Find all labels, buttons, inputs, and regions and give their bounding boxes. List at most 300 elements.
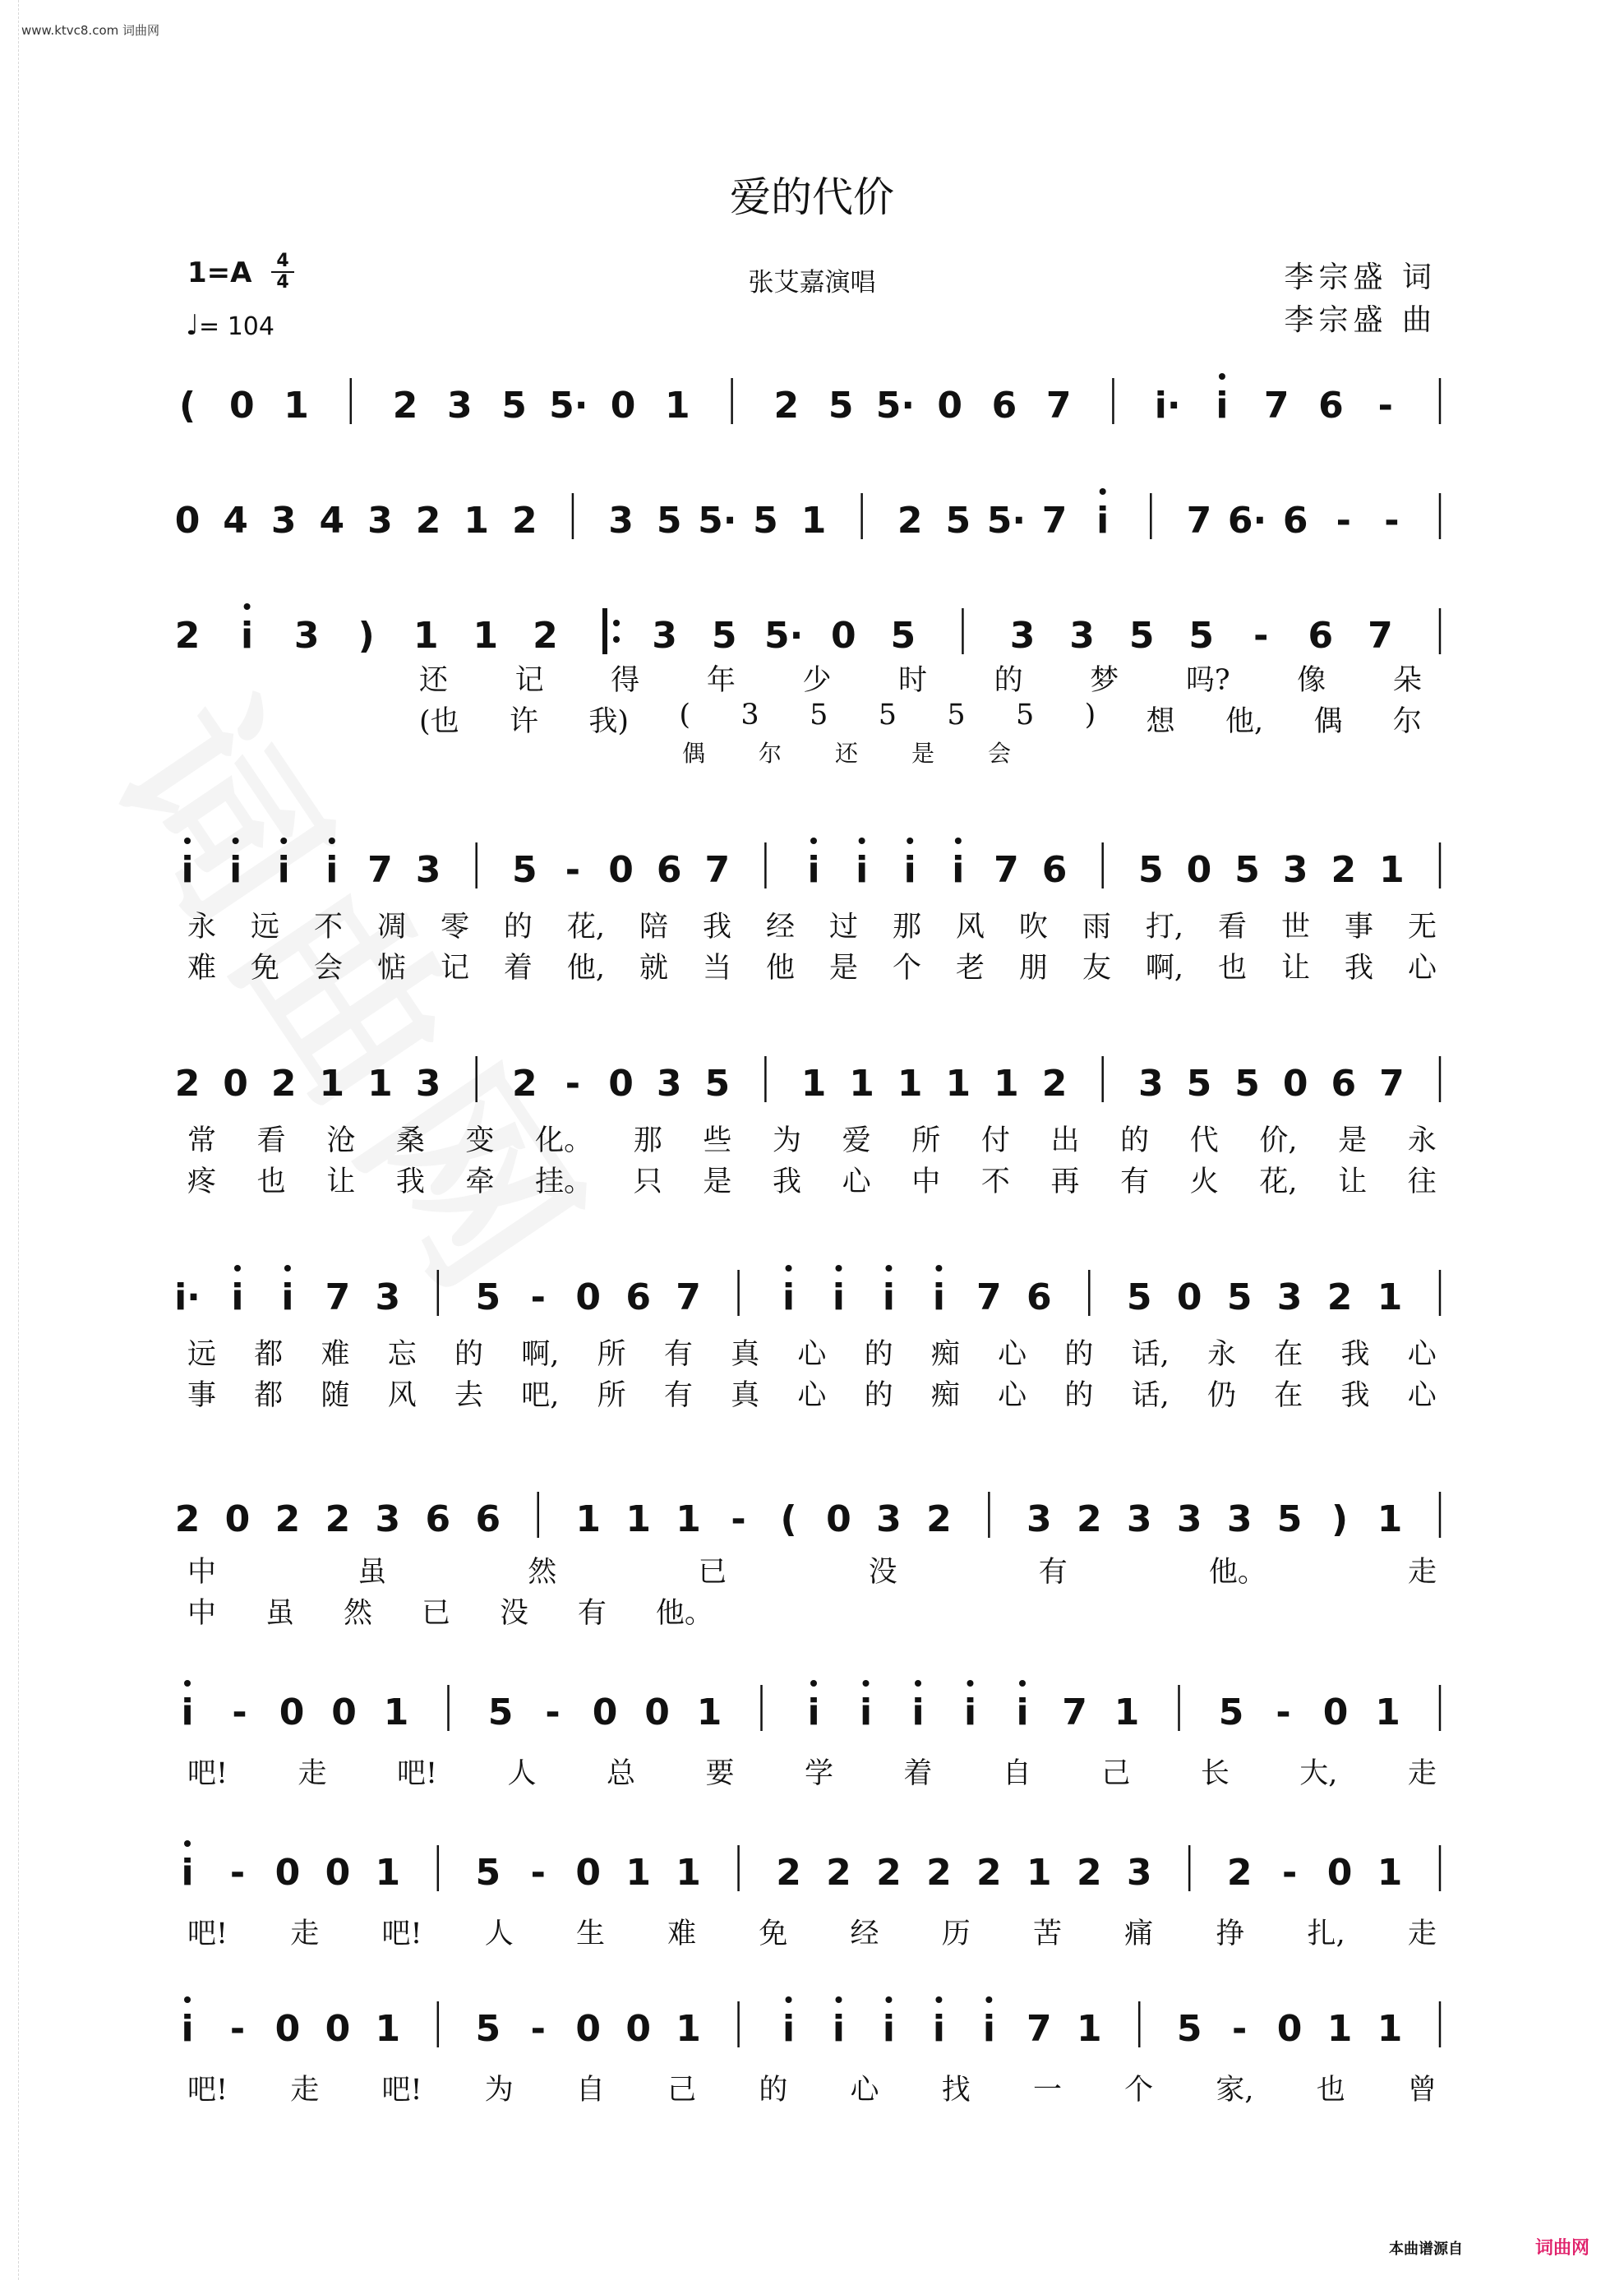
lyric-word: 都 [254, 1338, 284, 1371]
repeat-dot [613, 620, 620, 626]
lyric-word: 所 [597, 1379, 626, 1412]
note: 1 [676, 1852, 701, 1894]
lyric-word: 朋 [1018, 952, 1048, 985]
note: 1 [676, 2008, 701, 2050]
lyric-word: 过 [828, 911, 858, 944]
note: 1 [800, 1063, 827, 1105]
lyric-word: 是 [1338, 1124, 1368, 1157]
note: 7 [976, 1276, 1002, 1318]
lyric-word: 中 [911, 1165, 941, 1198]
lyric-word: 吧! [397, 1757, 438, 1790]
note: 0 [937, 385, 962, 427]
note: - [1336, 500, 1351, 542]
lyric-word: 常 [187, 1124, 217, 1157]
note: 3 [652, 615, 677, 657]
note: 1 [1326, 2008, 1353, 2050]
note: 0 [1176, 1276, 1202, 1318]
lyric-word: 永 [1207, 1338, 1237, 1371]
octave-dot [234, 1265, 241, 1272]
note: i [181, 1852, 194, 1894]
note: 2 [174, 1063, 201, 1105]
lyric-word: 像 [1297, 664, 1326, 697]
note: 2 [1076, 1498, 1102, 1540]
lyric-word: 历 [941, 1918, 971, 1950]
note: 0 [1322, 1692, 1349, 1733]
note: - [1276, 1692, 1291, 1733]
note: 1 [800, 500, 827, 542]
note: 0 [325, 2008, 351, 2050]
note: 3 [608, 500, 634, 542]
note: i [241, 615, 254, 657]
octave-dot [786, 1265, 792, 1272]
note: i [231, 1276, 244, 1318]
note: - [530, 2008, 546, 2050]
note: 1 [375, 2008, 401, 2050]
note: 2 [325, 1498, 351, 1540]
lyric-word: 自 [1002, 1757, 1031, 1790]
note: 5 [1186, 1063, 1212, 1105]
note: 1 [319, 1063, 345, 1105]
note: 3 [1069, 615, 1095, 657]
note: i [832, 1276, 846, 1318]
note: - [1281, 1852, 1298, 1894]
lyric-word: 代 [1189, 1124, 1219, 1157]
note: - [1384, 500, 1400, 542]
lyric-line [187, 1159, 1437, 1200]
note: 2 [511, 500, 537, 542]
lyric-word: ) [1084, 699, 1096, 732]
lyric-word: 朵 [1392, 664, 1422, 697]
note: 6 [425, 1498, 451, 1540]
lyric-word: 友 [1082, 952, 1111, 985]
note: 2 [926, 1498, 952, 1540]
note: 2 [174, 1498, 201, 1540]
octave-dot [184, 1996, 191, 2003]
note: i [932, 1276, 945, 1318]
lyric-word: 走 [298, 1757, 327, 1790]
lyric-word: 他, [1225, 705, 1264, 738]
note: i [229, 849, 242, 891]
lyric-word: 的 [864, 1379, 893, 1412]
note: 1 [1379, 849, 1405, 891]
note: 1 [696, 1692, 722, 1733]
note: 5 [487, 1692, 514, 1733]
lyric-word: 也 [256, 1165, 286, 1198]
lyric-word: 看 [256, 1124, 286, 1157]
lyric-word: 远 [250, 911, 279, 944]
lyric-word: 记 [514, 664, 544, 697]
note: 2 [976, 1852, 1002, 1894]
note: 2 [1226, 1852, 1253, 1894]
time-signature-bottom: 4 [276, 272, 289, 293]
note: 3 [415, 849, 441, 891]
lyric-word: 5 [810, 699, 828, 732]
note: 5 [501, 385, 527, 427]
notation-row [0, 362, 1624, 460]
song-title: 爱的代价 [730, 173, 894, 221]
lyric-word: 就 [639, 952, 669, 985]
lyric-word: 风 [387, 1379, 417, 1412]
note: 5 [704, 1063, 731, 1105]
note: 0 [608, 849, 634, 891]
note: i [932, 2008, 945, 2050]
note: 5 [475, 1276, 501, 1318]
note: - [1377, 385, 1393, 427]
note: i [952, 849, 965, 891]
note: 3 [446, 385, 473, 427]
lyric-word: 让 [1280, 952, 1310, 985]
lyric-word: 心 [1407, 952, 1437, 985]
note: - [565, 1063, 581, 1105]
note: 7 [676, 1276, 701, 1318]
lyric-word: 都 [254, 1379, 284, 1412]
note: 5 [945, 500, 971, 542]
note: 2 [826, 1852, 851, 1894]
lyric-word: 化。 [535, 1124, 593, 1157]
note: 2 [926, 1852, 952, 1894]
lyric-word: 已 [698, 1556, 727, 1589]
tempo-value: = 104 [199, 312, 275, 341]
octave-dot [935, 1996, 942, 2003]
note: 5 [1234, 1063, 1260, 1105]
octave-dot [885, 1996, 892, 2003]
note: 2 [511, 1063, 537, 1105]
note: i [807, 1692, 820, 1733]
lyric-word: 再 [1050, 1165, 1080, 1198]
lyric-word: 免 [759, 1918, 788, 1950]
lyric-word: 心 [998, 1338, 1027, 1371]
lyric-word: 虽 [265, 1597, 294, 1630]
author-credits [1285, 256, 1437, 342]
note: 1 [994, 1063, 1019, 1105]
lyric-word: 无 [1407, 911, 1437, 944]
note: 1 [284, 385, 309, 427]
note: 5 [1218, 1692, 1244, 1733]
lyric-word: 那 [633, 1124, 662, 1157]
lyric-word: 没 [868, 1556, 897, 1589]
octave-dot [284, 1265, 291, 1272]
note: 0 [830, 615, 856, 657]
note: 1 [464, 500, 490, 542]
lyric-word: 永 [1407, 1124, 1437, 1157]
note: 6 [1331, 1063, 1357, 1105]
lyric-word: 所 [911, 1124, 941, 1157]
note: 3 [1027, 1498, 1052, 1540]
note: 0 [644, 1692, 670, 1733]
lyric-word: 还 [419, 664, 449, 697]
footer-site-logo: 词曲网 [1535, 2238, 1590, 2259]
lyric-word: 着 [903, 1757, 933, 1790]
lyric-word: 心 [797, 1338, 827, 1371]
note: 1 [375, 1852, 401, 1894]
note: 2 [776, 1852, 801, 1894]
lyric-word: 年 [706, 664, 736, 697]
note: 0 [826, 1498, 851, 1540]
lyric-word: 疼 [187, 1165, 217, 1198]
lyric-word: 有 [577, 1597, 607, 1630]
octave-dot [885, 1265, 892, 1272]
note: 3 [876, 1498, 902, 1540]
lyric-word: 不 [313, 911, 343, 944]
note: 1 [383, 1692, 409, 1733]
lyric-word: 所 [597, 1338, 626, 1371]
lyric-word: 3 [740, 699, 759, 732]
octave-dot [810, 1680, 817, 1687]
lyric-word: 啊, [521, 1338, 560, 1371]
note: 3 [1176, 1498, 1202, 1540]
note: i [1016, 1692, 1029, 1733]
lyric-word: 去 [454, 1379, 484, 1412]
note: 1 [413, 615, 439, 657]
lyric-word: 他。 [1208, 1556, 1266, 1589]
note: 3 [1282, 849, 1308, 891]
lyric-word: 难 [667, 1918, 697, 1950]
note: 1 [849, 1063, 874, 1105]
octave-dot [233, 838, 239, 844]
note: 0 [625, 2008, 651, 2050]
note: 3 [656, 1063, 682, 1105]
note: 0 [275, 1852, 301, 1894]
note: 5 [711, 615, 737, 657]
note: 0 [1276, 2008, 1303, 2050]
note: i [859, 1692, 873, 1733]
lyric-word: 吧, [521, 1379, 560, 1412]
lyric-line [419, 699, 1422, 740]
note: i [982, 2008, 995, 2050]
footer-source: 本曲谱源自 [1389, 2241, 1463, 2258]
note: - [731, 1498, 746, 1540]
note: 7 [1041, 500, 1068, 542]
note: 1 [625, 1852, 651, 1894]
lyric-word: 然 [343, 1597, 372, 1630]
left-margin-strip [0, 0, 19, 2280]
note: - [530, 1852, 546, 1894]
lyric-word: 时 [898, 664, 928, 697]
note: 2 [1041, 1063, 1068, 1105]
lyric-word: 是 [911, 740, 934, 767]
note: i [1096, 500, 1110, 542]
note: 7 [367, 849, 393, 891]
lyric-word: 心 [842, 1165, 871, 1198]
lyric-word: 在 [1274, 1338, 1303, 1371]
lyric-word: 一 [1032, 2074, 1062, 2107]
note: 3 [1226, 1498, 1253, 1540]
note: ( [780, 1498, 797, 1540]
note: i [1216, 385, 1229, 427]
lyric-word: 吧! [187, 1918, 228, 1950]
note: 3 [293, 615, 320, 657]
lyric-word: 我 [1340, 1379, 1370, 1412]
lyric-word: 让 [326, 1165, 356, 1198]
lyric-word: 有 [663, 1338, 693, 1371]
octave-dot [835, 1265, 842, 1272]
note: 3 [1009, 615, 1036, 657]
repeat-dot [613, 636, 620, 643]
lyric-line [187, 945, 1437, 986]
note: 0 [608, 1063, 634, 1105]
lyric-word: 为 [484, 2074, 514, 2107]
lyric-word: 火 [1189, 1165, 1219, 1198]
lyric-word: 痴 [930, 1338, 960, 1371]
lyric-word: 总 [607, 1757, 636, 1790]
lyric-word: 走 [1407, 1556, 1437, 1589]
lyric-word: 心 [850, 2074, 879, 2107]
lyric-word: 变 [465, 1124, 495, 1157]
lyric-word: 心 [797, 1379, 827, 1412]
note: 7 [1368, 615, 1393, 657]
watermark [61, 641, 668, 1351]
lyric-word: 是 [828, 952, 858, 985]
lyric-word: 凋 [376, 911, 406, 944]
note: 6 [1318, 385, 1344, 427]
lyric-word: 有 [663, 1379, 693, 1412]
note: i· [174, 1276, 201, 1318]
note: i [903, 849, 916, 891]
lyric-line [187, 1911, 1437, 1952]
octave-dot [863, 1680, 870, 1687]
note: 0 [1186, 849, 1212, 891]
lyric-word: 我 [1340, 1338, 1370, 1371]
note: i [832, 2008, 846, 2050]
note: - [565, 849, 581, 891]
note: 2 [773, 385, 800, 427]
note: 3 [1126, 1852, 1152, 1894]
lyric-line [187, 1118, 1437, 1159]
lyric-word: 走 [1407, 1757, 1437, 1790]
note: 5· [549, 385, 588, 427]
lyric-word: 的 [759, 2074, 788, 2107]
lyric-word: 少 [802, 664, 832, 697]
note: 5 [1276, 1498, 1303, 1540]
lyric-word: 尔 [758, 740, 782, 767]
note: 0 [1326, 1852, 1353, 1894]
lyric-word: 出 [1050, 1124, 1080, 1157]
lyric-word: 桑 [395, 1124, 425, 1157]
note: 0 [331, 1692, 357, 1733]
note: 3 [415, 1063, 441, 1105]
lyric-word: 免 [250, 952, 279, 985]
lyric-word: 忘 [387, 1338, 417, 1371]
note: 3 [375, 1498, 401, 1540]
lyric-word: 的 [1064, 1379, 1094, 1412]
note: 5 [1176, 2008, 1202, 2050]
lyric-word: 我 [773, 1165, 802, 1198]
lyric-word: 大, [1299, 1757, 1338, 1790]
note: - [1232, 2008, 1248, 2050]
key-signature: 1=A [187, 256, 252, 289]
lyric-word: 记 [440, 952, 469, 985]
lyric-word: 真 [731, 1338, 760, 1371]
lyric-word: 然 [528, 1556, 557, 1589]
lyric-word: 吗? [1185, 664, 1230, 697]
lyric-word: 吧! [381, 1918, 422, 1950]
note: 2 [174, 615, 201, 657]
lyric-word: 往 [1407, 1165, 1437, 1198]
octave-dot [935, 1265, 942, 1272]
lyric-word: 得 [611, 664, 640, 697]
note: 5 [1226, 1276, 1253, 1318]
octave-dot [184, 1680, 191, 1687]
note: 6 [1308, 615, 1334, 657]
note: 6 [1282, 500, 1308, 542]
note: 2 [1326, 1276, 1353, 1318]
lyric-word: 事 [1344, 911, 1373, 944]
time-signature-top: 4 [276, 251, 289, 271]
lyric-word: 惦 [376, 952, 406, 985]
note: 6 [1041, 849, 1068, 891]
octave-dot [985, 1996, 992, 2003]
note: 3 [1126, 1498, 1152, 1540]
lyric-word: 是 [703, 1165, 732, 1198]
note: 4 [319, 500, 345, 542]
lyric-word: 没 [499, 1597, 528, 1630]
lyric-line [419, 658, 1422, 699]
note: 1 [897, 1063, 923, 1105]
note: 0 [174, 500, 201, 542]
lyric-word: 走 [1407, 1918, 1437, 1950]
lyric-word: 花, [566, 911, 606, 944]
note: 5 [1126, 1276, 1152, 1318]
lyric-word: 的 [864, 1338, 893, 1371]
note: 7 [1045, 385, 1072, 427]
lyric-word: 偶 [1313, 705, 1343, 738]
note: 3 [1276, 1276, 1303, 1318]
lyric-word: 着 [503, 952, 533, 985]
lyric-word: 心 [998, 1379, 1027, 1412]
lyric-word: 中 [187, 1556, 217, 1589]
lyric-word: 偶 [682, 740, 706, 767]
lyric-word: 生 [575, 1918, 605, 1950]
note: 6 [625, 1276, 651, 1318]
lyric-word: 永 [187, 911, 217, 944]
lyric-word: 让 [1338, 1165, 1368, 1198]
note: 1 [1375, 1692, 1400, 1733]
lyric-word: 他 [765, 952, 795, 985]
composer-credit: 李宗盛 曲 [1284, 303, 1437, 337]
lyric-word: 梦 [1090, 664, 1119, 697]
lyric-word: 陪 [639, 911, 669, 944]
note: 2 [392, 385, 418, 427]
lyricist-credit: 李宗盛 词 [1284, 261, 1437, 294]
note: 1 [676, 1498, 701, 1540]
lyric-word: 雨 [1082, 911, 1111, 944]
note: 7 [1186, 500, 1212, 542]
octave-dot [955, 838, 962, 844]
note: 3 [1137, 1063, 1164, 1105]
lyric-word: (也 [419, 705, 459, 738]
note: 7 [704, 849, 731, 891]
lyric-word: 会 [987, 740, 1011, 767]
lyric-word: 那 [892, 911, 921, 944]
lyric-word: 话, [1131, 1379, 1170, 1412]
note: i [963, 1692, 977, 1733]
lyric-word: 话, [1131, 1338, 1170, 1371]
note: 7 [1062, 1692, 1087, 1733]
note: 3 [270, 500, 297, 542]
octave-dot [859, 838, 865, 844]
lyric-word: 随 [321, 1379, 350, 1412]
lyric-word: 虽 [358, 1556, 387, 1589]
note: 1 [1027, 1852, 1052, 1894]
note: - [1253, 615, 1269, 657]
lyric-word: 打, [1145, 911, 1184, 944]
note: 5 [1188, 615, 1215, 657]
note: - [232, 1692, 247, 1733]
lyric-word: 的 [454, 1338, 484, 1371]
note: ) [358, 615, 375, 657]
note: 0 [610, 385, 636, 427]
lyric-word: 事 [187, 1379, 217, 1412]
